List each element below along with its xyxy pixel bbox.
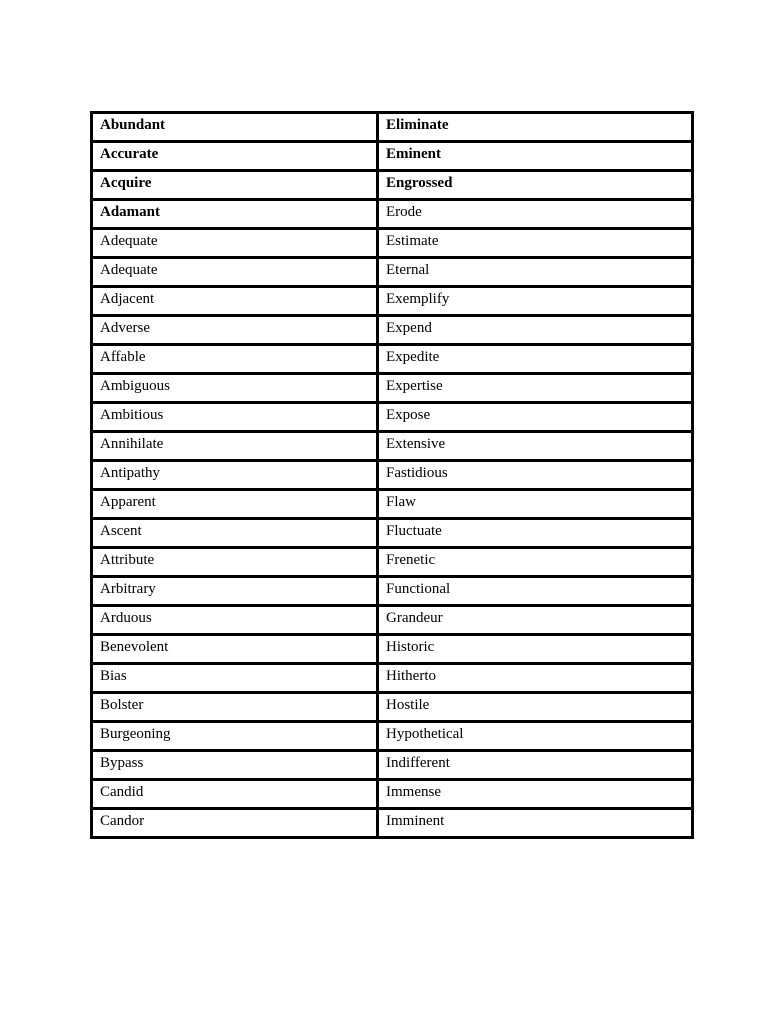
word-cell-left: Adamant: [92, 200, 378, 229]
vocabulary-table: [90, 111, 694, 839]
word-cell-left: Ambitious: [92, 403, 378, 432]
table-row: [92, 287, 693, 316]
table-row: [92, 809, 693, 838]
word-cell-right: Erode: [378, 200, 693, 229]
table-row: [92, 113, 693, 142]
table-row: [92, 780, 693, 809]
word-cell-right: Estimate: [378, 229, 693, 258]
word-cell-right: Expertise: [378, 374, 693, 403]
table-row: [92, 606, 693, 635]
word-cell-left: Arduous: [92, 606, 378, 635]
table-row: [92, 722, 693, 751]
table-row: [92, 664, 693, 693]
word-cell-right: Extensive: [378, 432, 693, 461]
word-cell-left: Accurate: [92, 142, 378, 171]
word-cell-left: Ascent: [92, 519, 378, 548]
table-row: [92, 403, 693, 432]
word-cell-left: Adequate: [92, 229, 378, 258]
word-cell-right: Hitherto: [378, 664, 693, 693]
word-cell-right: Expedite: [378, 345, 693, 374]
table-row: [92, 171, 693, 200]
word-cell-right: Expend: [378, 316, 693, 345]
word-cell-left: Ambiguous: [92, 374, 378, 403]
word-cell-right: Expose: [378, 403, 693, 432]
table-row: [92, 751, 693, 780]
word-cell-right: Exemplify: [378, 287, 693, 316]
word-cell-right: Eminent: [378, 142, 693, 171]
word-cell-left: Affable: [92, 345, 378, 374]
word-cell-right: Imminent: [378, 809, 693, 838]
table-row: [92, 432, 693, 461]
table-row: [92, 693, 693, 722]
word-cell-left: Antipathy: [92, 461, 378, 490]
word-cell-left: Candid: [92, 780, 378, 809]
table-row: [92, 461, 693, 490]
word-cell-right: Fluctuate: [378, 519, 693, 548]
word-cell-left: Benevolent: [92, 635, 378, 664]
word-cell-right: Frenetic: [378, 548, 693, 577]
word-cell-right: Grandeur: [378, 606, 693, 635]
word-cell-left: Adequate: [92, 258, 378, 287]
table-row: [92, 490, 693, 519]
table-row: [92, 374, 693, 403]
word-cell-right: Hostile: [378, 693, 693, 722]
word-cell-right: Flaw: [378, 490, 693, 519]
word-cell-right: Engrossed: [378, 171, 693, 200]
vocabulary-table-body: [92, 113, 693, 838]
table-row: [92, 142, 693, 171]
table-row: [92, 200, 693, 229]
word-cell-left: Bypass: [92, 751, 378, 780]
word-cell-right: Historic: [378, 635, 693, 664]
word-cell-left: Apparent: [92, 490, 378, 519]
word-cell-left: Adjacent: [92, 287, 378, 316]
word-cell-right: Eternal: [378, 258, 693, 287]
word-cell-left: Acquire: [92, 171, 378, 200]
table-row: [92, 229, 693, 258]
word-cell-right: Indifferent: [378, 751, 693, 780]
table-row: [92, 519, 693, 548]
word-cell-left: Candor: [92, 809, 378, 838]
word-cell-right: Eliminate: [378, 113, 693, 142]
word-cell-left: Arbitrary: [92, 577, 378, 606]
table-row: [92, 577, 693, 606]
word-cell-left: Annihilate: [92, 432, 378, 461]
word-cell-left: Burgeoning: [92, 722, 378, 751]
word-cell-left: Bias: [92, 664, 378, 693]
word-cell-left: Attribute: [92, 548, 378, 577]
word-cell-left: Abundant: [92, 113, 378, 142]
table-row: [92, 345, 693, 374]
word-cell-right: Hypothetical: [378, 722, 693, 751]
word-cell-right: Immense: [378, 780, 693, 809]
table-row: [92, 548, 693, 577]
word-cell-right: Fastidious: [378, 461, 693, 490]
table-row: [92, 316, 693, 345]
table-row: [92, 258, 693, 287]
word-cell-left: Adverse: [92, 316, 378, 345]
table-row: [92, 635, 693, 664]
word-cell-right: Functional: [378, 577, 693, 606]
word-cell-left: Bolster: [92, 693, 378, 722]
